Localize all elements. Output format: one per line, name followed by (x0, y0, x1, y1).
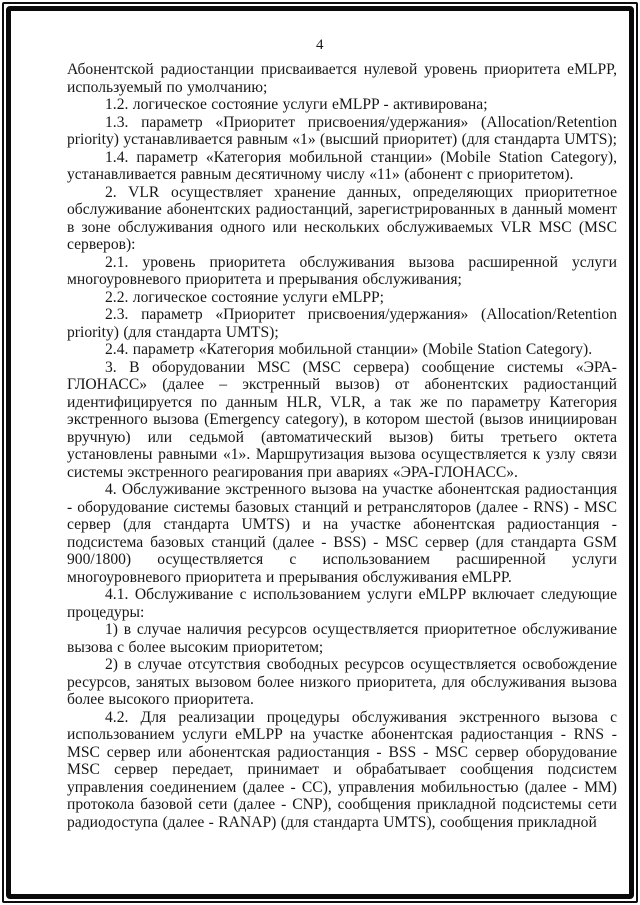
paragraph-item-2: 2. VLR осуществляет хранение данных, определяющих приоритетное обслуживание абонентских радиостанций, зарегистрированных в данный момент в зоне обслуживания одного или нескольких обслуживаемых VLR MSC (MSC серверов): (67, 183, 617, 253)
paragraph-item-3: 3. В оборудовании MSC (MSC сервера) сообщение системы «ЭРА-ГЛОНАСС» (далее – экстренный вызов) от абонентских радиостанций идентифицируется по данным HLR, VLR, а так же по параметру Категория экстренного вызова (Emergency category), в котором шестой (вызов инициирован вручную) или седьмой (автоматический вызов) биты третьего октета установлены равными «1». Маршрутизация вызова осуществляется к узлу связи системы экстренного реагирования при авариях «ЭРА-ГЛОНАСС». (67, 358, 617, 481)
paragraph-item-1-4: 1.4. параметр «Категория мобильной станции» (Mobile Station Category), устанавливается равным десятичному числу «11» (абонент с приоритетом). (67, 148, 617, 183)
paragraph-item-2-1: 2.1. уровень приоритета обслуживания вызова расширенной услуги многоуровневого приоритета и прерывания обслуживания; (67, 253, 617, 288)
paragraph-item-1-3: 1.3. параметр «Приоритет присвоения/удержания» (Allocation/Retention priority) устанавливается равным «1» (высший приоритет) (для стандарта UMTS); (67, 113, 617, 148)
document-body (67, 61, 617, 831)
page-number: 4 (316, 37, 324, 53)
paragraph-item-2-3: 2.3. параметр «Приоритет присвоения/удержания» (Allocation/Retention priority) (для стандарта UMTS); (67, 306, 617, 341)
paragraph-item-2-2: 2.2. логическое состояние услуги eMLPP; (105, 288, 385, 306)
paragraph-list-item-2: 2) в случае отсутствия свободных ресурсов осуществляется освобождение ресурсов, занятых вызовом более низкого приоритета, для обслуживания вызова более высокого приоритета. (67, 656, 617, 708)
paragraph-item-4-1: 4.1. Обслуживание с использованием услуги eMLPP включает следующие процедуры: (67, 586, 617, 621)
paragraph-continuation: Абонентской радиостанции присваивается нулевой уровень приоритета eMLPP, используемый по умолчанию; (67, 61, 617, 96)
paragraph-list-item-1: 1) в случае наличия ресурсов осуществляется приоритетное обслуживание вызова с более высоким приоритетом; (67, 621, 617, 656)
paragraph-item-4-2: 4.2. Для реализации процедуры обслуживания экстренного вызова с использованием услуги eMLPP на участке абонентская радиостанция - RNS - MSC сервер или абонентская радиостанция - BSS - MSC сервер оборудование MSC сервер передает, принимает и обрабатывает сообщения подсистем управления соединением (далее - CC), управления мобильностью (далее - MM) протокола базовой сети (далее - CNP), сообщения прикладной подсистемы сети радиодоступа (далее - RANAP) (для стандарта UMTS), сообщения прикладной (67, 708, 617, 831)
paragraph-item-2-4: 2.4. параметр «Категория мобильной станции» (Mobile Station Category). (105, 341, 593, 358)
paragraph-item-1-2: 1.2. логическое состояние услуги eMLPP - активирована; (105, 96, 488, 113)
paragraph-item-4: 4. Обслуживание экстренного вызова на участке абонентская радиостанция - оборудование системы базовых станций и ретрансляторов (далее - RNS) - MSC сервер (для стандарта UMTS) и на участке абонентская радиостанция - подсистема базовых станций (далее - BSS) - MSC сервер (для стандарта GSM 900/1800) осуществляется с использованием расширенной услуги многоуровневого приоритета и прерывания обслуживания eMLPP. (67, 481, 617, 586)
